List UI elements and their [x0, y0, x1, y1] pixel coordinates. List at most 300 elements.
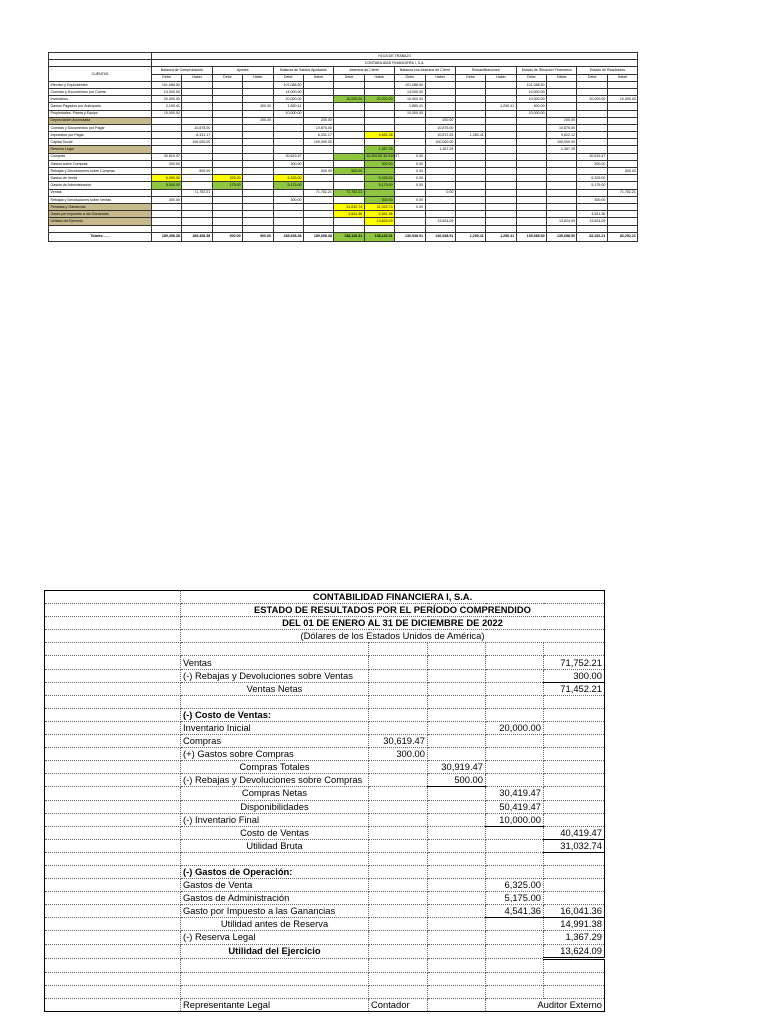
statement-amount-2 [428, 813, 486, 826]
statement-blank-cell [181, 985, 369, 998]
statement-line [45, 918, 605, 931]
worksheet-row [49, 168, 638, 175]
worksheet-cell [152, 211, 182, 218]
statement-amount-3: 5,175.00 [486, 892, 544, 905]
worksheet-cell [425, 168, 455, 175]
worksheet-account-name: Cuentas y Documentos por Cobrar [49, 88, 152, 95]
worksheet-cell: 200.00 [547, 117, 577, 124]
worksheet-cell [182, 117, 212, 124]
worksheet-cell: 71,752.21 [303, 189, 333, 196]
worksheet-cell [547, 211, 577, 218]
statement-amount-3: 10,000.00 [486, 813, 544, 826]
worksheet-cell: 20,000.00 [364, 96, 394, 103]
statement-margin [45, 669, 181, 682]
statement-line-label: Disponibilidades [181, 800, 369, 813]
worksheet-cell [455, 203, 485, 210]
worksheet-cell [516, 218, 546, 225]
statement-margin [45, 944, 181, 958]
worksheet-cell [212, 211, 242, 218]
statement-margin [45, 879, 181, 892]
worksheet-blank-row [49, 225, 638, 232]
statement-amount-4 [544, 761, 605, 774]
statement-amount-4 [544, 735, 605, 748]
worksheet-cell [547, 203, 577, 210]
worksheet-haber-header: Haber [607, 74, 638, 81]
worksheet-debe-header: Debe [334, 74, 364, 81]
worksheet-cell [455, 189, 485, 196]
statement-amount-1 [369, 708, 428, 721]
worksheet-cell [182, 196, 212, 203]
statement-margin [45, 787, 181, 800]
statement-margin [45, 617, 181, 630]
worksheet-cell [577, 139, 607, 146]
statement-line-label: Gasto por Impuesto a las Ganancias [181, 905, 369, 918]
worksheet-cell: 1,250.41 [455, 132, 485, 139]
worksheet-account-name: Cuentas y Documentos por Pagar [49, 124, 152, 131]
worksheet-cell [486, 146, 516, 153]
statement-blank-cell [544, 695, 605, 708]
worksheet-row [49, 153, 638, 160]
statement-line [45, 931, 605, 944]
statement-amount-3 [486, 826, 544, 839]
statement-amount-3 [486, 944, 544, 958]
statement-line-label: (-) Gastos de Operación: [181, 865, 369, 878]
worksheet-debe-header: Debe [455, 74, 485, 81]
worksheet-cell [243, 168, 273, 175]
worksheet-cell [364, 124, 394, 131]
worksheet-row [49, 110, 638, 117]
statement-amount-2 [428, 800, 486, 813]
statement-amount-4: 14,991.38 [544, 918, 605, 931]
statement-blank-cell [486, 852, 544, 865]
worksheet-account-name: Propiedades, Planta y Equipo [49, 110, 152, 117]
worksheet-cell: 10,000.00 [273, 110, 303, 117]
worksheet-cell [516, 175, 546, 182]
worksheet-cell [486, 124, 516, 131]
statement-amount-1 [369, 944, 428, 958]
worksheet-total-cell: 135,688.50 [547, 232, 577, 241]
worksheet-total-cell: 136,938.91 [425, 232, 455, 241]
worksheet-cell: 5,175.00 [273, 182, 303, 189]
worksheet-blank-cell [273, 225, 303, 232]
worksheet-row [49, 96, 638, 103]
statement-line-label: (+) Gastos sobre Compras [181, 748, 369, 761]
worksheet-row [49, 218, 638, 225]
statement-amount-1 [369, 800, 428, 813]
worksheet-cell [152, 132, 182, 139]
statement-amount-2 [428, 839, 486, 852]
worksheet-cell: 9,622.12 [547, 132, 577, 139]
worksheet-cell: 10,875.00 [425, 124, 455, 131]
worksheet-group-header: Estado de Resultados [577, 67, 638, 74]
worksheet-cell [547, 103, 577, 110]
worksheet-cell [455, 175, 485, 182]
signature-accountant: Contador [369, 998, 428, 1011]
statement-blank-cell [369, 643, 428, 656]
worksheet-cell [334, 139, 364, 146]
worksheet-cell [243, 196, 273, 203]
worksheet-cell [243, 146, 273, 153]
worksheet-cell: 100,000.00 [182, 139, 212, 146]
worksheet-cell [547, 182, 577, 189]
statement-blank-row [45, 695, 605, 708]
statement-amount-4 [544, 721, 605, 734]
statement-amount-4: 71,752.21 [544, 656, 605, 669]
worksheet-cell [334, 175, 364, 182]
worksheet-cell [486, 211, 516, 218]
worksheet-cell: 31,032.74 [364, 203, 394, 210]
worksheet-cell [607, 182, 638, 189]
statement-line [45, 800, 605, 813]
worksheet-cell: 0.00 [395, 175, 425, 182]
worksheet-cell [334, 160, 364, 167]
worksheet-cell [212, 103, 242, 110]
worksheet-blank-cell [182, 225, 212, 232]
worksheet-cell: 200.00 [425, 117, 455, 124]
statement-margin [45, 735, 181, 748]
worksheet-account-name: Inventarios [49, 96, 152, 103]
statement-amount-4 [544, 865, 605, 878]
worksheet-cell [455, 160, 485, 167]
statement-blank-cell [369, 852, 428, 865]
statement-amount-1 [369, 656, 428, 669]
statement-amount-3 [486, 735, 544, 748]
worksheet-cell: 10,000.00 [395, 96, 425, 103]
worksheet-total-cell: 138,126.31 [334, 232, 364, 241]
worksheet-cell [547, 196, 577, 203]
worksheet-cell [273, 124, 303, 131]
worksheet-blank-cell [486, 225, 516, 232]
worksheet-cell: 4,541.36 [364, 132, 394, 139]
worksheet-cell [395, 132, 425, 139]
worksheet-haber-header: Haber [364, 74, 394, 81]
worksheet-cell [273, 211, 303, 218]
worksheet-cell [577, 110, 607, 117]
statement-amount-4: 31,032.74 [544, 839, 605, 852]
worksheet-cell [152, 203, 182, 210]
statement-line-label: Gastos de Venta [181, 879, 369, 892]
worksheet-cell [486, 96, 516, 103]
worksheet-cell [607, 110, 638, 117]
worksheet-cell [395, 211, 425, 218]
statement-line [45, 839, 605, 852]
worksheet-cell: 1,367.29 [547, 146, 577, 153]
statement-line-label: (-) Inventario Final [181, 813, 369, 826]
worksheet-row [49, 203, 638, 210]
worksheet-cell: 10,872.53 [425, 132, 455, 139]
statement-line-label: (-) Rebajas y Devoluciones sobre Ventas [181, 669, 369, 682]
statement-period: DEL 01 DE ENERO AL 31 DE DICIEMBRE DE 2022 [181, 617, 605, 630]
worksheet-row [49, 175, 638, 182]
worksheet-cell [243, 175, 273, 182]
worksheet-cell [577, 124, 607, 131]
worksheet-cell [334, 218, 364, 225]
worksheet-cell [334, 110, 364, 117]
worksheet-cell: 0.00 [395, 153, 425, 160]
worksheet-cell [455, 110, 485, 117]
worksheet-cell [212, 117, 242, 124]
statement-margin [45, 748, 181, 761]
worksheet-account-name: Gastos sobre Compras [49, 160, 152, 167]
worksheet-cell: 14,000.00 [273, 88, 303, 95]
worksheet-cell [547, 88, 577, 95]
worksheet-cell [303, 103, 333, 110]
worksheet-cell [243, 182, 273, 189]
statement-amount-3 [486, 761, 544, 774]
signature-legal-representative: Representante Legal [181, 998, 369, 1011]
statement-margin [45, 761, 181, 774]
statement-margin [45, 604, 181, 617]
worksheet-cell: 100,000.00 [303, 139, 333, 146]
worksheet-cell: 1,250.41 [486, 103, 516, 110]
worksheet-cell [486, 196, 516, 203]
worksheet-cell [364, 110, 394, 117]
worksheet-cell [243, 139, 273, 146]
worksheet-blank-cell [212, 225, 242, 232]
statement-line-label: (-) Rebajas y Devoluciones sobre Compras [181, 774, 369, 787]
statement-line [45, 721, 605, 734]
worksheet-cell [455, 196, 485, 203]
worksheet-cell [182, 110, 212, 117]
worksheet-cell: 30,619.47 [273, 153, 303, 160]
worksheet-cell [547, 81, 577, 88]
worksheet-cell [547, 96, 577, 103]
worksheet-cell: 5,175.00 [577, 182, 607, 189]
statement-blank-cell [544, 852, 605, 865]
worksheet-cell: 20,000.00 [152, 96, 182, 103]
worksheet-cell [212, 160, 242, 167]
statement-amount-4: 40,419.47 [544, 826, 605, 839]
worksheet-cell [182, 88, 212, 95]
worksheet-cell [303, 160, 333, 167]
statement-blank-cell [544, 972, 605, 985]
worksheet-cell [212, 203, 242, 210]
worksheet-cell [303, 196, 333, 203]
worksheet-cell [455, 153, 485, 160]
income-statement-body [45, 591, 605, 1012]
statement-amount-1 [369, 669, 428, 682]
worksheet-cell [152, 124, 182, 131]
worksheet-cell [212, 81, 242, 88]
statement-amount-1 [369, 865, 428, 878]
worksheet-cell: 6,331.17 [182, 132, 212, 139]
statement-amount-3 [486, 708, 544, 721]
worksheet-cell [547, 189, 577, 196]
worksheet-cell [486, 168, 516, 175]
worksheet-cell [455, 117, 485, 124]
worksheet-row [49, 88, 638, 95]
statement-blank-cell [369, 985, 428, 998]
worksheet-cell: 10,000.00 [516, 110, 546, 117]
worksheet-cell [516, 139, 546, 146]
worksheet-cell: 5,175.00 [364, 182, 394, 189]
statement-amount-1 [369, 721, 428, 734]
worksheet-cell [577, 189, 607, 196]
worksheet-cell: 101,088.50 [395, 81, 425, 88]
worksheet-cell [516, 168, 546, 175]
worksheet-cell [607, 153, 638, 160]
worksheet-cell [212, 96, 242, 103]
worksheet-cell [303, 218, 333, 225]
worksheet-cell [212, 88, 242, 95]
worksheet-cell [455, 139, 485, 146]
worksheet-cell [607, 139, 638, 146]
statement-amount-4 [544, 708, 605, 721]
statement-amount-3 [486, 918, 544, 931]
worksheet-blank-cell [425, 225, 455, 232]
statement-blank-row [45, 852, 605, 865]
worksheet-cell: 300.00 [243, 103, 273, 110]
worksheet-cell: 13,624.09 [364, 218, 394, 225]
statement-blank-cell [544, 958, 605, 972]
statement-amount-1 [369, 787, 428, 800]
worksheet-account-name: Gastos de Administración [49, 182, 152, 189]
statement-line-label: (-) Costo de Ventas: [181, 708, 369, 721]
worksheet-cell: 0.00 [395, 168, 425, 175]
statement-margin [45, 800, 181, 813]
statement-margin [45, 826, 181, 839]
worksheet-haber-header: Haber [547, 74, 577, 81]
statement-amount-4 [544, 879, 605, 892]
statement-amount-3 [486, 682, 544, 695]
statement-line-label: Gastos de Administración [181, 892, 369, 905]
worksheet-cell [243, 124, 273, 131]
statement-margin [45, 865, 181, 878]
worksheet-haber-header: Haber [303, 74, 333, 81]
statement-amount-2 [428, 748, 486, 761]
worksheet-corner-2 [49, 60, 152, 67]
worksheet-cell: 10,875.00 [182, 124, 212, 131]
statement-amount-4: 16,041.36 [544, 905, 605, 918]
statement-blank-cell [181, 958, 369, 972]
worksheet-cell [425, 175, 455, 182]
statement-amount-2 [428, 944, 486, 958]
worksheet-row [49, 182, 638, 189]
worksheet-cell: 6,000.00 [152, 175, 182, 182]
worksheet-cell [455, 103, 485, 110]
worksheet-cell [212, 132, 242, 139]
worksheet-total-cell: 82,252.21 [607, 232, 638, 241]
worksheet-group-header: Balanza de Saldos Ajustados [273, 67, 334, 74]
worksheet-row [49, 146, 638, 153]
statement-line-label: (-) Reserva Legal [181, 931, 369, 944]
worksheet-cell [425, 153, 455, 160]
worksheet-cell: 1,850.41 [395, 103, 425, 110]
statement-blank-cell [544, 643, 605, 656]
worksheet-cell [455, 168, 485, 175]
worksheet-cell: 300.00 [577, 160, 607, 167]
worksheet-cell [607, 117, 638, 124]
worksheet-account-name: Gastos de Venta [49, 175, 152, 182]
worksheet-group-header: Balanza de Comprobación [152, 67, 213, 74]
worksheet-cell [273, 132, 303, 139]
statement-amount-4 [544, 813, 605, 826]
worksheet-cell [303, 110, 333, 117]
worksheet-cell: 100,000.00 [425, 139, 455, 146]
worksheet-blank-cell [516, 225, 546, 232]
worksheet-cell: 500.00 [303, 168, 333, 175]
worksheet-cell: 10,875.00 [547, 124, 577, 131]
worksheet-group-header: Ajustes [212, 67, 273, 74]
statement-line [45, 774, 605, 787]
worksheet-total-cell: 189,458.38 [152, 232, 182, 241]
worksheet-cell [486, 218, 516, 225]
statement-amount-1 [369, 774, 428, 787]
worksheet-cell [425, 88, 455, 95]
worksheet-blank-cell [303, 225, 333, 232]
worksheet-cell [425, 160, 455, 167]
worksheet-cell: 30,619.47 [152, 153, 182, 160]
statement-line [45, 813, 605, 826]
worksheet-blank-cell [607, 225, 638, 232]
worksheet-cell [182, 175, 212, 182]
worksheet-haber-header: Haber [425, 74, 455, 81]
statement-blank-cell [45, 958, 181, 972]
worksheet-cell: 1,367.29 [364, 146, 394, 153]
statement-line [45, 761, 605, 774]
worksheet-cell [547, 110, 577, 117]
worksheet-total-cell: 500.00 [212, 232, 242, 241]
statement-amount-2 [428, 708, 486, 721]
worksheet-cell [547, 160, 577, 167]
statement-amount-3 [486, 865, 544, 878]
worksheet-account-name: Efectivo y Equivalentes [49, 81, 152, 88]
statement-line [45, 669, 605, 682]
income-statement-table [44, 590, 605, 1012]
statement-margin [45, 905, 181, 918]
statement-amount-3 [486, 656, 544, 669]
statement-amount-4: 71,452.21 [544, 682, 605, 695]
statement-blank-cell [428, 958, 486, 972]
worksheet-cell [152, 117, 182, 124]
statement-amount-4 [544, 892, 605, 905]
worksheet-cell [364, 117, 394, 124]
statement-blank-row [45, 958, 605, 972]
worksheet-cell: 200.00 [243, 117, 273, 124]
worksheet-cell [364, 103, 394, 110]
statement-line [45, 892, 605, 905]
statement-amount-3: 6,325.00 [486, 879, 544, 892]
statement-blank-cell [428, 695, 486, 708]
worksheet-row [49, 103, 638, 110]
worksheet-cell [607, 81, 638, 88]
statement-amount-4 [544, 774, 605, 787]
statement-amount-1 [369, 826, 428, 839]
worksheet-cell [486, 203, 516, 210]
worksheet-cell [486, 160, 516, 167]
worksheet-cell [303, 81, 333, 88]
worksheet-cell [334, 81, 364, 88]
worksheet-cell [243, 88, 273, 95]
statement-line-label: Compras Netas [181, 787, 369, 800]
worksheet-title: HOJA DE TRABAJO [152, 53, 638, 60]
worksheet-cell [364, 189, 394, 196]
statement-margin [45, 682, 181, 695]
worksheet-cell [486, 182, 516, 189]
statement-line [45, 879, 605, 892]
worksheet-cell [577, 146, 607, 153]
statement-line [45, 826, 605, 839]
worksheet-cell [395, 139, 425, 146]
worksheet-cell [455, 81, 485, 88]
worksheet-cell [455, 211, 485, 218]
statement-amount-4 [544, 800, 605, 813]
worksheet-cell: 6,325.00 [577, 175, 607, 182]
statement-currency: (Dólares de los Estados Unidos de América) [181, 630, 605, 643]
worksheet-cell [425, 211, 455, 218]
worksheet-cell [212, 153, 242, 160]
worksheet-total-cell: 1,250.41 [486, 232, 516, 241]
